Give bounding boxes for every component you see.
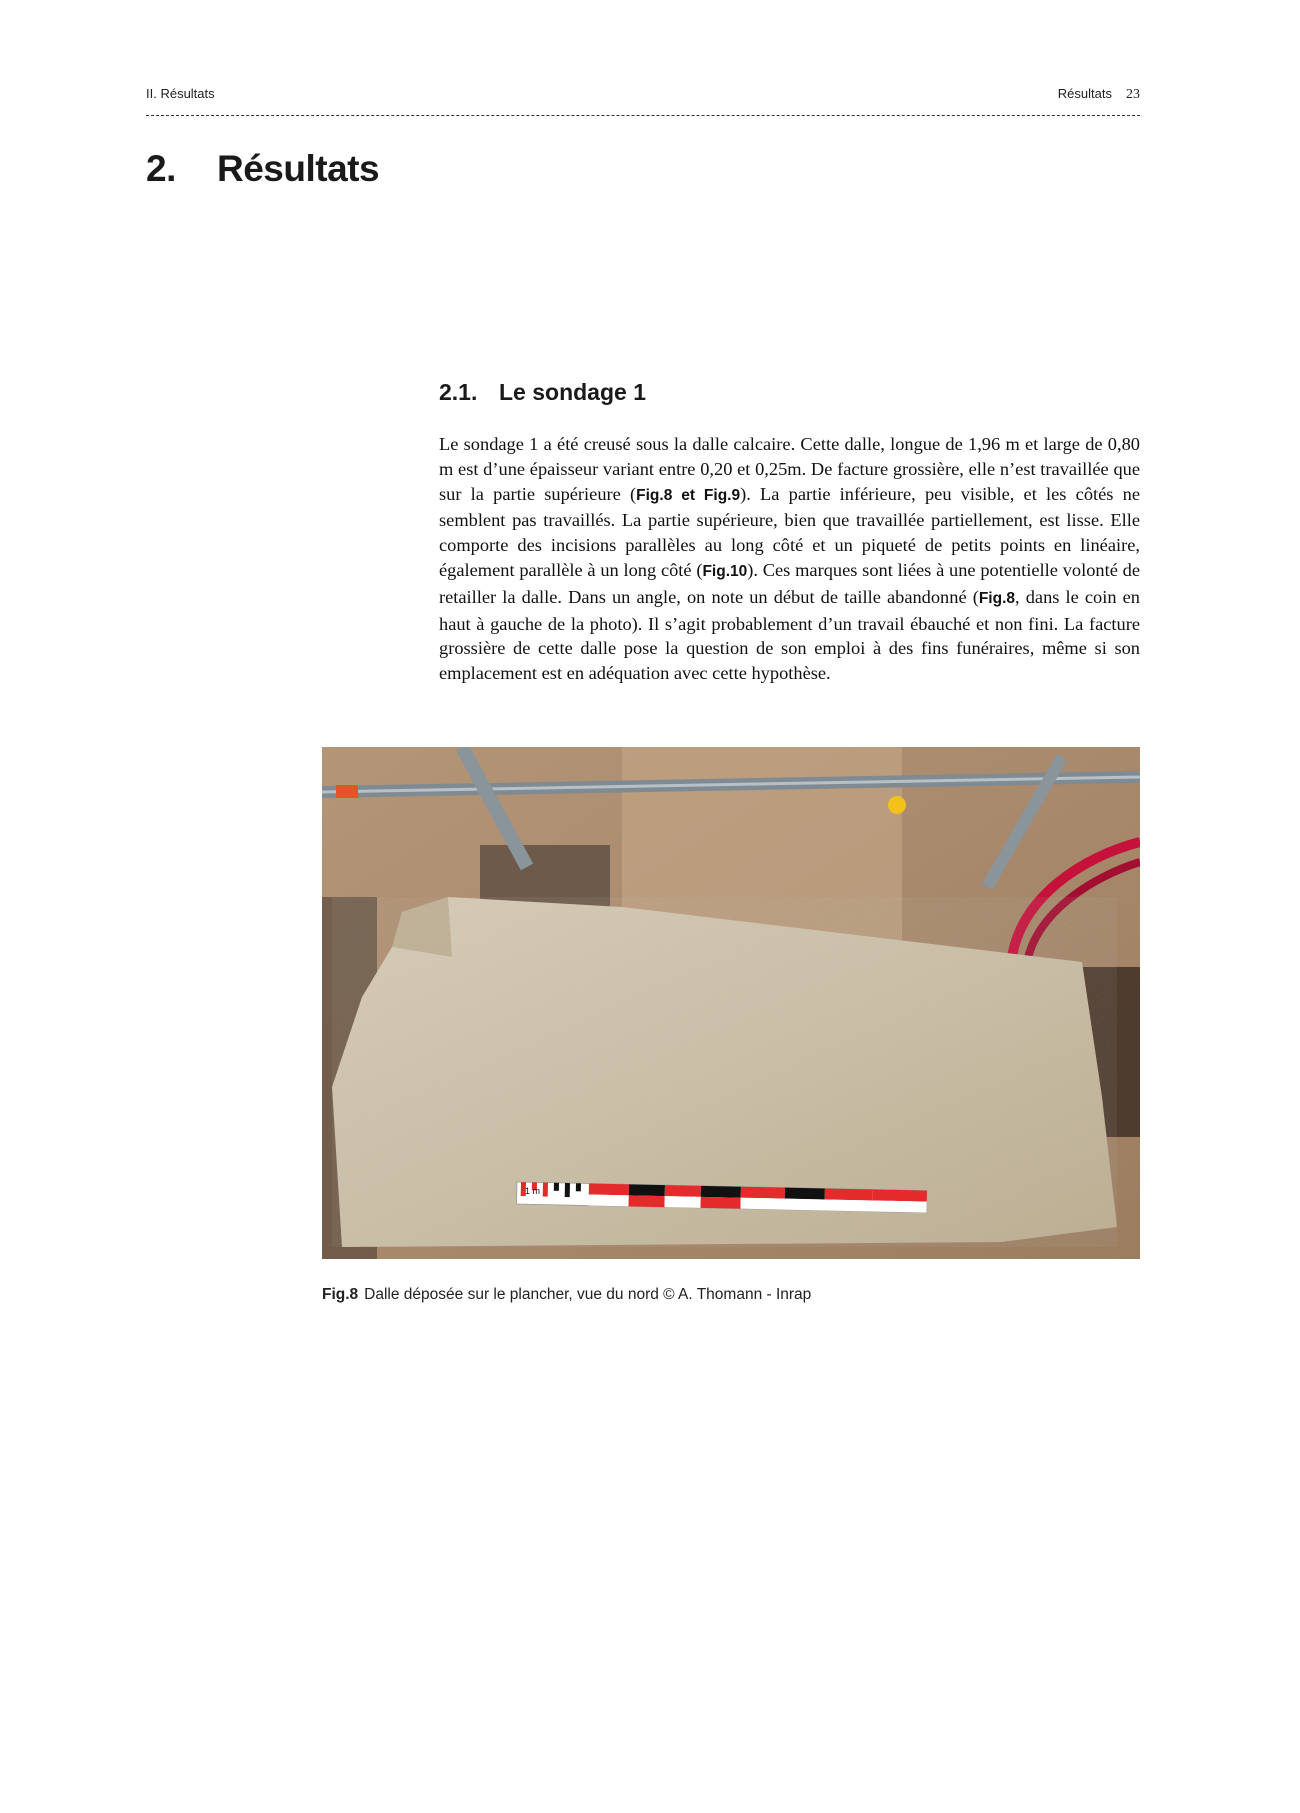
header-divider (146, 115, 1140, 116)
figure-ref-10[interactable]: Fig.10 (702, 562, 748, 580)
wood-block (480, 845, 610, 907)
scale-tick (543, 1183, 548, 1197)
scale-tick (565, 1183, 570, 1197)
subsection-title: Le sondage 1 (499, 379, 646, 405)
section-heading (146, 148, 379, 190)
subsection-number: 2.1. (439, 379, 478, 405)
scale-segment (873, 1189, 927, 1201)
page-number: 23 (1126, 87, 1140, 102)
paragraph-text-2: ). La partie inférieure, peu visible, et les côtés ne semblent pas travaillés. La partie supérieure, bien que travaillée partiellement, est lisse. Elle comporte des incisions parallèles au long côté et un piqueté de petits points en linéaire, également parallèle à un long côté ( (439, 483, 1141, 580)
scale-label: 1 m (525, 1186, 541, 1196)
figure-photo (322, 747, 1140, 1259)
scale-tick (554, 1183, 559, 1191)
paragraph-text-1: Le sondage 1 a été creusé sous la dalle calcaire. Cette dalle, longue de 1,96 m et large de 0,80 m est d’une épaisseur variant entre 0,20 et 0,25m. De facture grossière, elle n’est travaillée que sur la partie supérieure ( (439, 434, 1140, 504)
figure-ref-8-9[interactable]: Fig.8 et Fig.9 (636, 486, 741, 504)
scale-segment-lower (740, 1198, 784, 1210)
subsection-heading (439, 379, 646, 406)
scale-segment (741, 1187, 785, 1199)
caption-text: Dalle déposée sur le plancher, vue du nord © A. Thomann - Inrap (364, 1286, 812, 1303)
scale-segment-lower (700, 1197, 740, 1209)
scale-segment-lower (589, 1195, 629, 1207)
scale-segment (629, 1184, 665, 1196)
scale-segment-lower (629, 1195, 665, 1207)
section-number: 2. (146, 148, 176, 189)
caption-label: Fig.8 (322, 1286, 359, 1303)
scale-segment (825, 1188, 873, 1200)
scale-segment (665, 1185, 701, 1197)
scale-segment-lower (784, 1199, 824, 1211)
body-paragraph (439, 432, 1140, 686)
scale-segment-lower (872, 1200, 926, 1212)
photo-limestone-slab (322, 747, 1140, 1259)
running-head-section: Résultats (1057, 86, 1112, 101)
scale-segment (589, 1184, 629, 1196)
section-title: Résultats (217, 148, 380, 189)
yellow-wheel (888, 796, 906, 814)
running-head-chapter: II. Résultats (146, 86, 215, 101)
figure-caption (322, 1286, 811, 1304)
scale-segment (785, 1188, 825, 1200)
scale-segment (701, 1186, 741, 1198)
figure-ref-8[interactable]: Fig.8 (978, 589, 1016, 607)
scale-segment-lower (824, 1199, 872, 1211)
running-head-right (1058, 86, 1140, 103)
paragraph-text-3: ). Ces marques sont liées à une potentielle volonté de retailler la dalle. Dans un angle, on note un début de taille abandonné ( (439, 559, 1140, 607)
scale-tick (576, 1183, 581, 1191)
paragraph-text-4: , dans le coin en haut à gauche de la photo). Il s’agit probablement d’un travail ébauché et non fini. La facture grossière de cette dalle pose la question de son emploi à des fins funéraires, même si son emplacement est en adéquation avec cette hypothèse. (439, 586, 1140, 684)
orange-tape (336, 785, 358, 798)
scale-segment-lower (665, 1196, 701, 1208)
